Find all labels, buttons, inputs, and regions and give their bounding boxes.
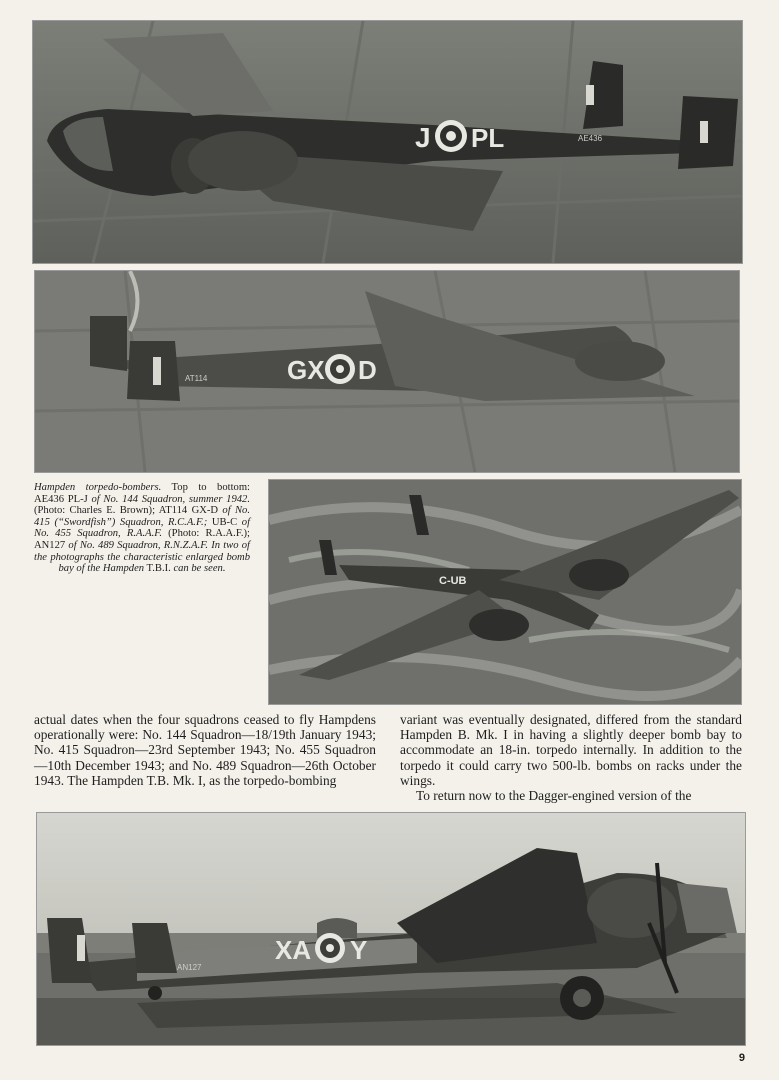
caption-seg-2: of No. 144 Squadron, summer 1942. <box>91 493 250 505</box>
photo-2-serial: AT114 <box>185 374 208 383</box>
photo-4-image <box>37 813 745 1045</box>
caption-seg-6: of No. 455 Squadron, R.A.A.F. <box>34 516 251 540</box>
photo-2-image <box>35 271 739 472</box>
photo-1-image <box>33 21 742 263</box>
caption-seg-10: can be seen. <box>173 563 226 575</box>
photo-2-code-left: GX <box>287 355 325 385</box>
photo-hampden-ae436 <box>32 20 743 264</box>
photo-1-code-right: PL <box>471 123 505 153</box>
photo-hampden-ub-c <box>268 479 742 705</box>
page-number: 9 <box>738 1052 745 1064</box>
caption-seg-9: T.B.I. <box>144 563 174 575</box>
text-column-right <box>400 712 742 803</box>
caption-seg-0: Hampden torpedo-bombers. <box>34 482 162 493</box>
caption-seg-4: of No. 415 (“Swordfish”) Squadron, R.C.A.F.; <box>34 505 251 528</box>
caption-seg-3: (Photo: Charles E. Brown); AT114 GX-D <box>34 505 223 517</box>
photo-3-code: C-UB <box>439 575 467 587</box>
photo-4-code-right: Y <box>350 935 368 965</box>
caption-seg-1: Top to bottom: AE436 PL-J <box>34 482 250 505</box>
body-paragraph-right-2: To return now to the Dagger-engined version of the <box>416 788 692 804</box>
photo-hampden-at114 <box>34 270 740 473</box>
photo-2-code-right: D <box>358 355 377 385</box>
photo-4-code-left: XA <box>275 935 312 965</box>
photo-1-code-left: J <box>415 122 431 153</box>
caption-seg-8: of No. 489 Squadron, R.N.Z.A.F. In two of the photographs the characteristic enlarged bomb bay of the Hampden <box>34 539 250 575</box>
body-paragraph-right-1: variant was eventually designated, differed from the standard Hampden B. Mk. I in having a slightly deeper bomb bay to accommodate an 18-in. torpedo internally. In addition to the torpedo it could carry two 500-lb. bombs on racks under the wings. <box>400 712 742 788</box>
photo-3-image <box>269 480 741 704</box>
text-column-left <box>34 712 376 788</box>
photo-1-serial: AE436 <box>578 134 603 143</box>
photo-hampden-an127 <box>36 812 746 1046</box>
photo-4-serial: AN127 <box>177 963 202 972</box>
photo-caption <box>34 482 250 575</box>
body-paragraph-left: actual dates when the four squadrons ceased to fly Hampdens operationally were: No. 144 Squadron—18/19th January 1943; No. 415 Squadron—23rd September 1943; No. 455 Squadron—10th December 1943; and No. 489 Squadron—26th October 1943. The Hampden T.B. Mk. I, as the torpedo-bombing <box>34 712 376 788</box>
caption-seg-5: UB-C <box>207 516 242 528</box>
caption-seg-7: (Photo: R.A.A.F.); AN127 <box>34 528 250 551</box>
